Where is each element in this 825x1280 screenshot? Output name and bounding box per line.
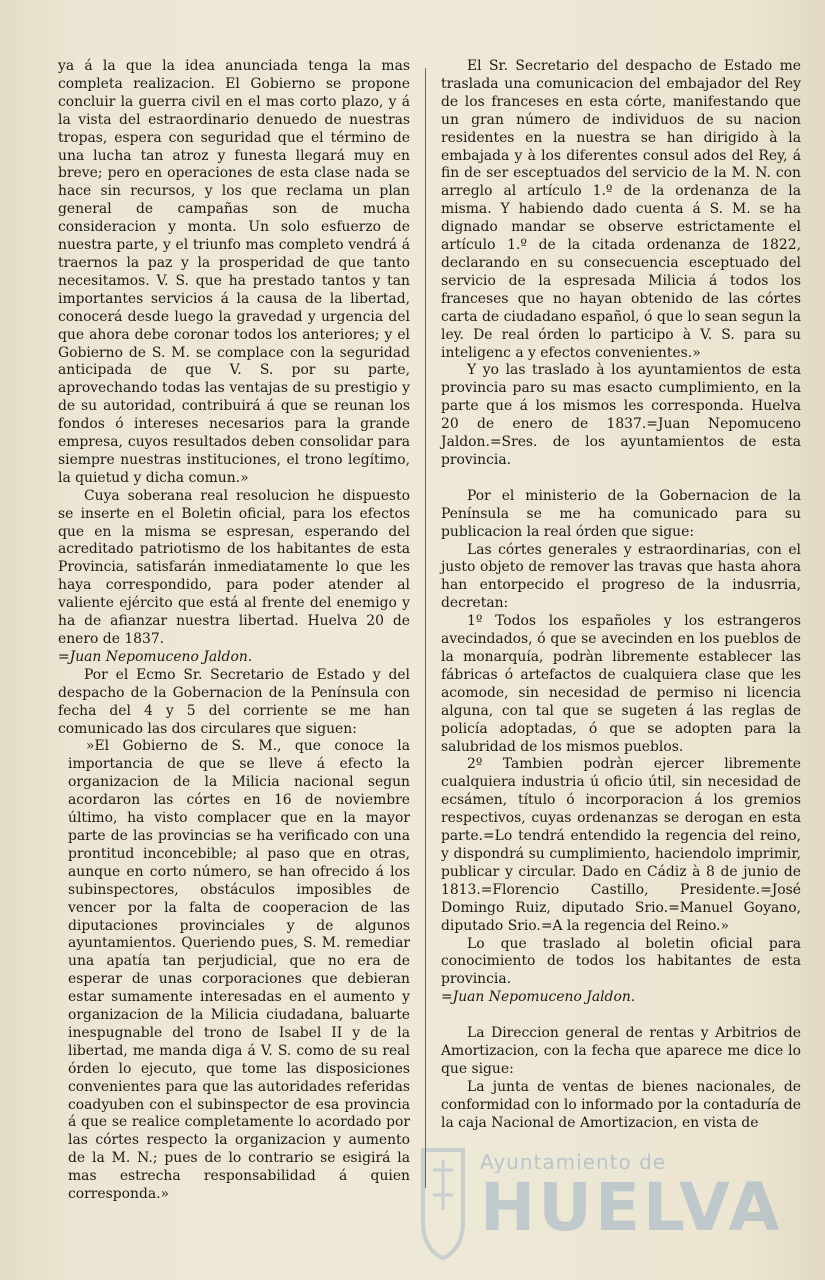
paragraph: La junta de ventas de bienes nacionales, de conformidad con lo informado por la contaduría de la caja Nacional de Amortizacion, en vista de (441, 1078, 801, 1131)
paragraph: Por el Ecmo Sr. Secretario de Estado y del despacho de la Gobernacion de la Península con fecha del 4 y 5 del corriente se me han comunicado las dos circulares que siguen: (58, 666, 410, 737)
quoted-circular: »El Gobierno de S. M., que conoce la importancia de que se lleve á efecto la organizacion de la Milicia nacional segun acordaron las córtes en 16 de noviembre último, ha visto complacer que en la mayor parte de las provincias se ha verificado con una prontitud inconcebible; al paso que en otras, aunque en corto número, se han ofrecido á los subinspectores, obstáculos imposibles de vencer por la falta de cooperacion de las diputaciones provinciales y de algunos ayuntamientos. Queriendo pues, S. M. remediar una apatía tan perjudicial, que no era de esperar de unas corporaciones que debieran estar sumamente interesadas en el aumento y organizacion de la Milicia ciudadana, baluarte inespugnable del trono de Isabel II y de la libertad, me manda diga á V. S. como de su real órden lo ejecuto, que tome las disposiciones convenientes para que las autoridades referidas coadyuben con el subinspector de esa provincia á que se realice completamente lo acordado por las córtes respecto la organizacion y aumento de la M. N.; pues de lo contrario se esigirá la mas estrecha responsabilidad á quien corresponda.» (68, 738, 410, 1203)
paragraph: El Sr. Secretario del despacho de Estado me traslada una comunicacion del embajador del Rey de los franceses en esta córte, manifestando que un gran número de individuos de su nacion residentes en la nuestra se han dirigido à la embajada y à los diferentes consul ados del Rey, á fin de ser esceptuados del servicio de la M. N. con arreglo al artículo 1.º de la ordenanza de la misma. Y habiendo dado cuenta á S. M. se ha dignado mandar se observe estrictamente el artículo 1.º de la citada ordenanza de 1822, declarando en su consecuencia esceptuado del servicio de la espresada Milicia á todos los franceses que no hayan obtenido de las córtes carta de ciudadano español, ó que lo sean segun la ley. De real órden lo participo à V. S. para su inteligenc a y efectos convenientes.» (441, 58, 801, 361)
decree-article: 1º Todos los españoles y los estrangeros avecindados, ó que se avecinden en los pueblos de la monarquía, podràn libremente establecer las fábricas ó artefactos de cualquiera clase que les acomode, sin necesidad de permiso ni licencia alguna, con tal que se sugeten á las reglas de policía adoptadas, ó que se adopten para la salubridad de los mismos pueblos. (441, 613, 801, 755)
paragraph: La Direccion general de rentas y Arbitrios de Amortizacion, con la fecha que aparece me dice lo que sigue: (441, 1025, 801, 1077)
paragraph: Lo que traslado al boletin oficial para conocimiento de todos los habitantes de esta provincia. (441, 935, 801, 988)
watermark-title: HUELVA (480, 1169, 783, 1246)
paragraph: Las córtes generales y estraordinarias, con el justo objeto de remover las travas que hasta ahora han entorpecido el progreso de la indusrria, decretan: (441, 541, 801, 612)
signature: =Juan Nepomuceno Jaldon. (58, 648, 253, 665)
paragraph: Por el ministerio de la Gobernacion de la Península se me ha comunicado para su publicacion la real órden que sigue: (441, 487, 801, 540)
right-column (441, 58, 801, 1133)
watermark-shield-icon (418, 1140, 468, 1260)
left-column (58, 58, 410, 1204)
paragraph: Y yo las traslado à los ayuntamientos de esta provincia paro su mas esacto cumplimiento, en la parte que á los mismos les corresponda. Huelva 20 de enero de 1837.=Juan Nepomuceno Jaldon.=Sres. de los ayuntamientos de esta provincia. (441, 362, 801, 468)
paragraph: ya á la que la idea anunciada tenga la mas completa realizacion. El Gobierno se propone concluir la guerra civil en el mas corto plazo, y á la vista del estraordinario denuedo de nuestras tropas, espera con seguridad que el término de una lucha tan atroz y funesta llegará muy en breve; pero en operaciones de esta clase nada se hace sin recursos, y los que reclama un plan general de campañas son de mucha consideracion y monta. Un solo esfuerzo de nuestra parte, y el triunfo mas completo vendrá á traernos la paz y la prosperidad de que tanto necesitamos. V. S. que ha prestado tantos y tan importantes servicios á la causa de la libertad, conocerá desde luego la gravedad y urgencia del que ahora debe coronar todos los anteriores; y el Gobierno de S. M. se complace con la seguridad anticipada de que V. S. por su parte, aprovechando todas las ventajas de su prestigio y de su autoridad, contribuirá á que se reunan los fondos ó intereses necesarios para la grande empresa, cuyos resultados deben consolidar para siempre nuestras instituciones, el trono legítimo, la quietud y dicha comun.» (58, 58, 410, 486)
column-divider (425, 68, 426, 1188)
signature: =Juan Nepomuceno Jaldon. (441, 989, 636, 1006)
paragraph: Cuya soberana real resolucion he dispuesto se inserte en el Boletin oficial, para los efectos que en la misma se espresan, esperando del acreditado patriotismo de los habitantes de esta Provincia, satisfarán inmediatamente lo que les haya correspondido, para poder atender al valiente ejército que está al frente del enemigo y ha de afianzar nuestra libertad. Huelva 20 de enero de 1837. (58, 487, 410, 647)
decree-article: 2º Tambien podràn ejercer libremente cualquiera industria ú oficio útil, sin necesidad de ecsámen, título ó incorporacion á los gremios respectivos, cuyas ordenanzas se derogan en esta parte.=Lo tendrá entendido la regencia del reino, y dispondrá su cumplimiento, haciendolo imprimir, publicar y circular. Dado en Cádiz à 8 de junio de 1813.=Florencio Castillo, Presidente.=José Domingo Ruiz, diputado Srio.=Manuel Goyano, diputado Srio.=A la regencia del Reino.» (441, 756, 801, 934)
watermark-label: Ayuntamiento de (480, 1150, 667, 1174)
